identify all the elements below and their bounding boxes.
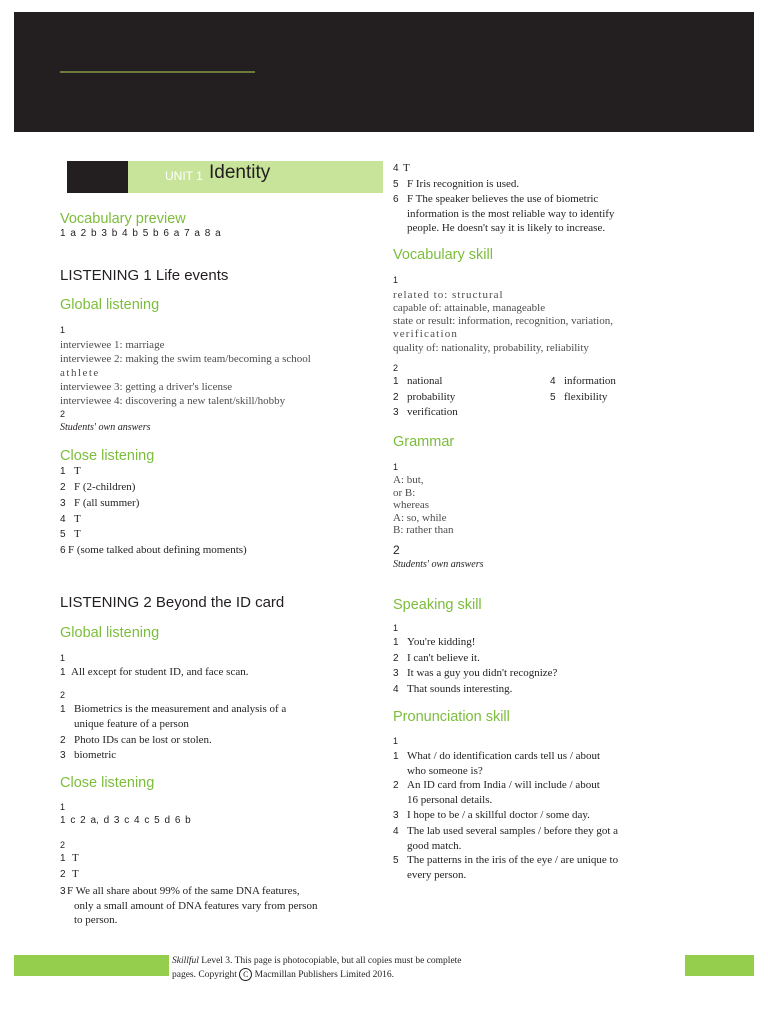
answer-line: or B:: [393, 486, 416, 499]
answer-item: 6 F The speaker believes the use of biometric information is the most reliable way to identify people. He doesn't say it is likely to increase.: [393, 193, 615, 234]
answer-item: 1 national: [393, 375, 443, 387]
unit-tab-dark: [67, 161, 128, 193]
grammar-answers: [393, 474, 453, 537]
answer-line: interviewee 3: getting a driver's license: [60, 381, 233, 393]
answer-item: 2 probability: [393, 391, 456, 403]
answer-line: capable of: attainable, manageable: [393, 302, 546, 314]
footer-copyright: Skillful Level 3. This page is photocopiable, but all copies must be complete pages. Copyright C Macmillan Publishers Limited 2016.: [172, 956, 462, 980]
answer-item: 1 Biometrics is the measurement and analysis of a unique feature of a person: [60, 703, 287, 730]
answer-line: A: but,: [393, 474, 424, 486]
answer-item: 1 What / do identification cards tell us / about who someone is?: [393, 750, 601, 777]
grammar-heading: Grammar: [393, 434, 455, 450]
footer-bar-right: [685, 955, 754, 976]
listening2-global-heading: Global listening: [60, 625, 160, 641]
answer-line: verification: [393, 328, 459, 340]
answer-item: 3 It was a guy you didn't recognize?: [393, 667, 558, 679]
answer-item: 3F We all share about 99% of the same DNA features, only a small amount of DNA features vary from person to person.: [60, 885, 318, 926]
answer-line: quality of: nationality, probability, reliability: [393, 342, 589, 354]
brand-name: Skillful: [172, 956, 199, 966]
exercise-number: 2: [60, 840, 66, 850]
exercise-number: 1: [60, 325, 66, 335]
footer-bar-left: [14, 955, 169, 976]
listening1-heading: LISTENING 1 Life events: [60, 267, 229, 284]
listening2-close-heading: Close listening: [60, 775, 155, 791]
listening2-heading: LISTENING 2 Beyond the ID card: [60, 594, 285, 611]
answer-item: 1 T: [60, 852, 79, 864]
answer-line: athlete: [60, 367, 100, 379]
vocab-skill-answers: [393, 288, 613, 355]
answer-item: 2 F (2-children): [60, 481, 136, 493]
answer-item: 5 The patterns in the iris of the eye / are unique to every person.: [393, 854, 619, 881]
answer-line: A: so, while: [393, 511, 447, 524]
exercise-number: 2: [60, 690, 66, 700]
exercise-number: 1: [393, 623, 399, 633]
answer-item: 2 I can't believe it.: [393, 652, 480, 664]
vocab-preview-answers: 1 a 2 b 3 b 4 b 5 b 6 a 7 a 8 a: [60, 228, 221, 239]
answer-item: 2 An ID card from India / will include / about 16 personal details.: [393, 779, 600, 806]
vocab-skill-heading: Vocabulary skill: [393, 247, 493, 263]
exercise-number: 2: [60, 409, 66, 419]
answer-item: 3 verification: [393, 406, 458, 418]
vocab-preview-heading: Vocabulary preview: [60, 211, 186, 227]
answer-line: whereas: [393, 499, 430, 511]
students-own-answers: Students' own answers: [393, 559, 484, 570]
listening2-close-answers: 1 c 2 a, d 3 c 4 c 5 d 6 b: [60, 815, 191, 826]
answer-item: 1 T: [60, 465, 81, 477]
answer-item: 5 F Iris recognition is used.: [393, 178, 520, 190]
answer-line: interviewee 2: making the swim team/becoming a school: [60, 353, 311, 365]
answer-item: 5 T: [60, 528, 81, 540]
answer-item: 4 T: [393, 162, 410, 174]
listening1-close-heading: Close listening: [60, 448, 155, 464]
exercise-number: 2: [393, 543, 400, 557]
exercise-number: 1: [393, 275, 399, 285]
exercise-number: 1: [60, 802, 66, 812]
answer-item: 4 The lab used several samples / before they got a good match.: [393, 825, 619, 852]
exercise-number: 1: [60, 653, 66, 663]
students-own-answers: Students' own answers: [60, 422, 151, 433]
answer-item: 1 All except for student ID, and face scan.: [60, 666, 249, 678]
answer-line: related to: structural: [393, 289, 504, 301]
answer-item: 4 That sounds interesting.: [393, 683, 513, 695]
banner-rule: [60, 71, 255, 73]
unit-label: UNIT 1: [165, 169, 203, 183]
exercise-number: 2: [393, 363, 399, 373]
pronunciation-heading: Pronunciation skill: [393, 709, 510, 725]
unit-title: Identity: [209, 162, 271, 183]
listening1-global-heading: Global listening: [60, 297, 160, 313]
listening1-global-answers: [60, 338, 311, 408]
answer-line: interviewee 4: discovering a new talent/skill/hobby: [60, 395, 286, 407]
answer-item: 2 Photo IDs can be lost or stolen.: [60, 734, 212, 746]
exercise-number: 1: [393, 736, 399, 746]
answer-item: 4 T: [60, 513, 81, 525]
answer-line: state or result: information, recognition, variation,: [393, 315, 613, 327]
answer-item: 4 information: [550, 375, 616, 387]
answer-item: 5 flexibility: [550, 391, 608, 403]
answer-item: 1 You're kidding!: [393, 636, 476, 648]
copyright-icon: C: [239, 968, 252, 981]
answer-item: 2 T: [60, 868, 79, 880]
answer-item: 3 biometric: [60, 749, 117, 761]
answer-line: B: rather than: [393, 524, 454, 536]
speaking-heading: Speaking skill: [393, 597, 482, 613]
exercise-number: 1: [393, 462, 399, 472]
answer-item: 6 F (some talked about defining moments): [60, 544, 247, 556]
answer-line: interviewee 1: marriage: [60, 339, 165, 351]
answer-item: 3 F (all summer): [60, 497, 140, 509]
answer-item: 3 I hope to be / a skillful doctor / some day.: [393, 809, 590, 821]
